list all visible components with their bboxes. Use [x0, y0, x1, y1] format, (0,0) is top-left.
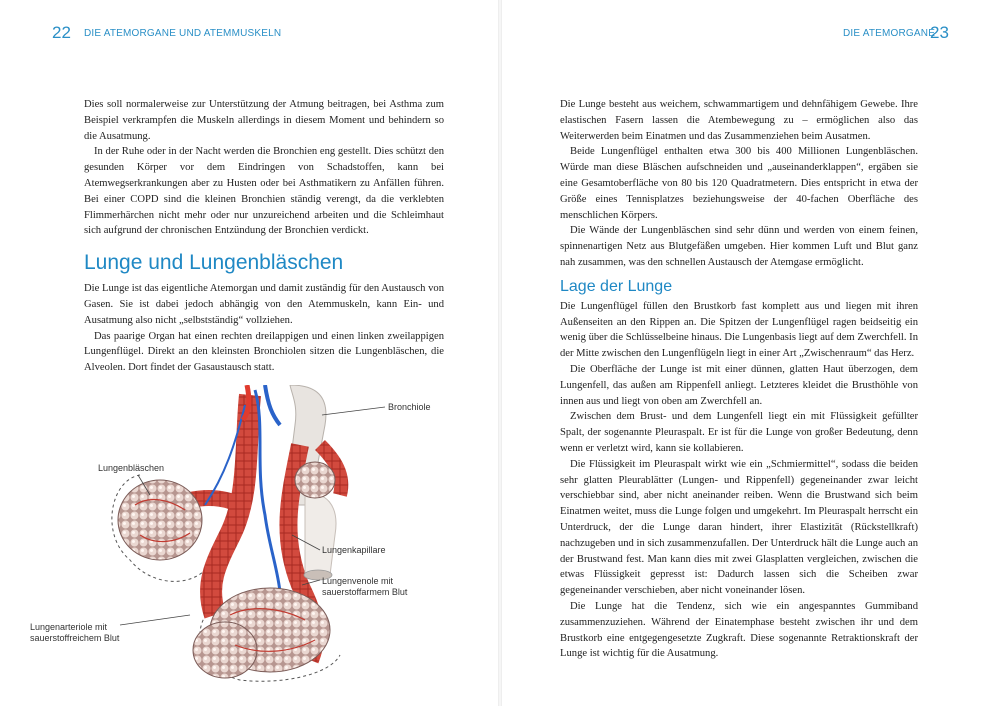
- paragraph: Die Flüssigkeit im Pleuraspalt wirkt wie ein „Schmiermittel“, sodass die beiden sehr glatten Pleurablätter (Lungen- und Rippenfell) gegeneinander zwar leicht verschiebbar sind, aber nicht aneinander reiben. Wenn die Brustwand sich beim Einatmen weitet, muss die Lunge folgen und umgekehrt. Im Pleuraspalt herrscht ein Unterdruck, der die Lunge daran hindert, ihrer Elastizität (Rückstellkraft) nachzugeben und in sich zusammenzufallen. Der Unterdruck hält die Lunge auch an der Brustwand fest. Man kann dies mit zwei Glasplatten vergleichen, zwischen die etwas Flüssigkeit gepresst ist: Dadurch lassen sich die Scheiben zwar gegeneinander verschieben, aber nicht voneinander lösen.: [560, 458, 918, 597]
- paragraph: Die Lunge ist das eigentliche Atemorgan und damit zuständig für den Austausch von Gasen. Sie ist dabei jedoch abhängig von den Atemmuskeln, kann Ein- und Ausatmung also nicht „selbstständig“ vollziehen.: [84, 283, 444, 326]
- paragraph: Zwischen dem Brust- und dem Lungenfell liegt ein mit Flüssigkeit gefüllter Spalt, der sogenannte Pleuraspalt. Er ist für die Lunge von großer Bedeutung, denn wenn er verletzt wird, kann sie kollabieren.: [560, 411, 918, 454]
- right-text-column: [560, 97, 918, 662]
- paragraph: Die Lunge hat die Tendenz, sich wie ein angespanntes Gummiband zusammenzuziehen. Während der Einatemphase besteht zwischen ihr und dem Brustkorb eine entgegengesetzte Zugkraft. Diese sogenannte Retraktionskraft der Lunge ist wichtig für die Ausatmung.: [560, 600, 918, 660]
- paragraph: Die Lungenflügel füllen den Brustkorb fast komplett aus und liegen mit ihren Außenseiten an den Rippen an. Die Spitzen der Lungenflügel ragen beidseitig ein wenig über die Schlüsselbeine hinaus. Die Lungenbasis liegt auf dem Zwerchfell. In der Mitte zwischen den Lungenflügeln liegt in einer Art „Zwischenraum“ das Herz.: [560, 300, 918, 360]
- paragraph: Beide Lungenflügel enthalten etwa 300 bis 400 Millionen Lungenbläschen. Würde man diese Bläschen aufschneiden und „auseinanderklappen“, ergäben sie eine Gesamtoberfläche von 80 bis 120 Quadratmetern. Dies entspricht in etwa der Größe eines Tennisplatzes beziehungsweise der 40-fachen Oberfläche des menschlichen Körpers.: [560, 146, 918, 221]
- paragraph: Die Wände der Lungenbläschen sind sehr dünn und werden von einem feinen, spinnenartigen Netz aus Blutgefäßen umgeben. Hier kommen Luft und Blut ganz nah zusammen, was den schnellen Austausch der Atemgase ermöglicht.: [560, 225, 918, 268]
- label-lungenkapillare: Lungenkapillare: [322, 545, 386, 555]
- paragraph: Die Lunge besteht aus weichem, schwammartigem und dehnfähigem Gewebe. Ihre elastischen Fasern lassen die Atembewegung zu – ermöglichen also das Weiterwerden beim Einatmen und das Zusammenziehen beim Ausatmen.: [560, 99, 918, 142]
- label-lungenblaeschen: Lungenbläschen: [98, 463, 165, 473]
- right-page: [500, 0, 1000, 706]
- right-running-head: DIE ATEMORGANE: [843, 28, 936, 39]
- section-heading: Lunge und Lungenbläschen: [84, 251, 344, 275]
- section-subheading: Lage der Lunge: [560, 277, 673, 295]
- label-bronchiole: Bronchiole: [388, 402, 431, 412]
- paragraph: In der Ruhe oder in der Nacht werden die Bronchien eng gestellt. Dies schützt den gesunden Körper vor dem Eindringen von Schadstoffen, kann bei Atemwegserkrankungen aber zu Husten oder bei Asthmatikern zu Anfällen führen. Bei einer COPD sind die kleinen Bronchien ständig verengt, da die verklebten Flimmerhärchen nicht mehr oder nur unzureichend arbeiten und die Schleimhaut sich aufgrund der chronischen Entzündung der Bronchien verdickt.: [84, 146, 444, 237]
- paragraph: Die Oberfläche der Lunge ist mit einer dünnen, glatten Haut überzogen, dem Lungenfell, das außen am Rippenfell anliegt. Letzteres kleidet die Brusthöhle von innen aus und liegt von oben am Zwerchfell an.: [560, 363, 918, 407]
- paragraph: Das paarige Organ hat einen rechten dreilappigen und einen linken zweilappigen Lungenflügel. Direkt an den kleinsten Bronchiolen sitzen die Lungenbläschen, die Alveolen. Dort findet der Gasaustausch statt.: [84, 330, 444, 374]
- paragraph: Dies soll normalerweise zur Unterstützung der Atmung beitragen, bei Asthma zum Beispiel verkrampfen die Muskeln allerdings in diesem Moment und behindern so die Ausatmung.: [84, 99, 444, 142]
- label-lungenvenole: Lungenvenole mit sauerstoffarmem Blut: [322, 576, 408, 597]
- label-lungenarteriole: Lungenarteriole mit sauerstoffreichem Blut: [30, 622, 120, 643]
- right-page-number: 23: [930, 23, 949, 42]
- left-text-column: [84, 97, 444, 376]
- left-running-head: DIE ATEMORGANE UND ATEMMUSKELN: [84, 28, 282, 39]
- left-page-number: 22: [52, 23, 71, 42]
